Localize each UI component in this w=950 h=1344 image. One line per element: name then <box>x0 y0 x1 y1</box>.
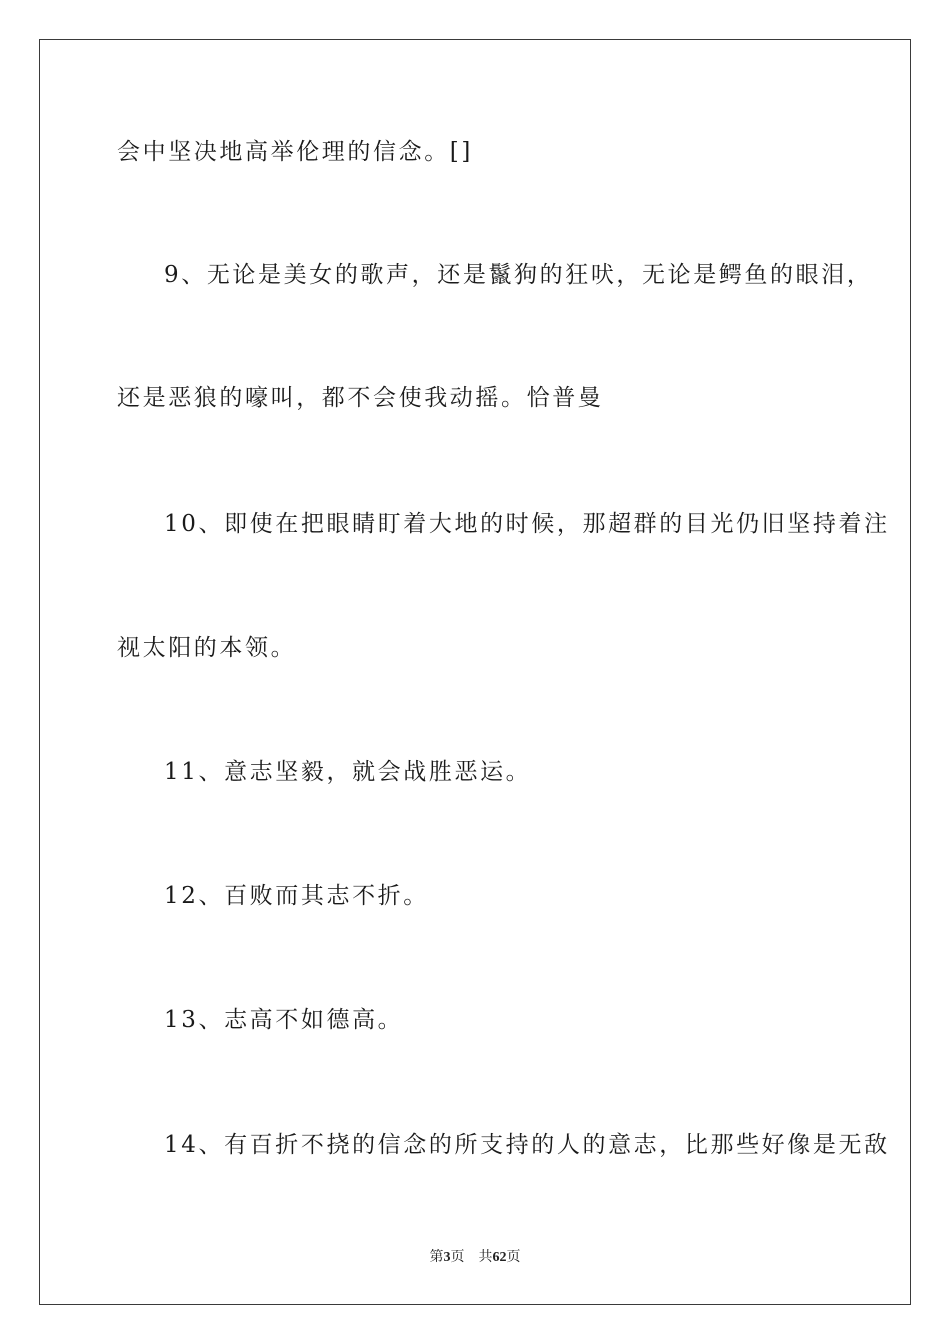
text-line-7: 12、百败而其志不折。 <box>164 883 429 909</box>
total-suffix: 页 <box>506 1250 521 1265</box>
page-border <box>39 39 911 1305</box>
text-line-5: 视太阳的本领。 <box>117 635 297 661</box>
text-line-4: 10、即使在把眼睛盯着大地的时候，那超群的目光仍旧坚持着注 <box>164 511 890 537</box>
text-line-3: 还是恶狼的嚎叫，都不会使我动摇。恰普曼 <box>117 385 604 411</box>
text-line-9: 14、有百折不挠的信念的所支持的人的意志，比那些好像是无敌 <box>164 1132 890 1158</box>
page-prefix: 第 <box>429 1250 444 1265</box>
text-line-1: 会中坚决地高举伦理的信念。[] <box>117 139 473 165</box>
page-footer <box>0 1249 950 1267</box>
total-pages: 62 <box>492 1250 507 1265</box>
text-line-6: 11、意志坚毅，就会战胜恶运。 <box>164 759 532 785</box>
text-line-2: 9、无论是美女的歌声，还是鬣狗的狂吠，无论是鳄鱼的眼泪， <box>164 262 873 288</box>
page-number: 3 <box>443 1250 451 1265</box>
total-prefix: 共 <box>478 1250 493 1265</box>
page-suffix: 页 <box>450 1250 465 1265</box>
text-line-8: 13、志高不如德高。 <box>164 1007 404 1033</box>
